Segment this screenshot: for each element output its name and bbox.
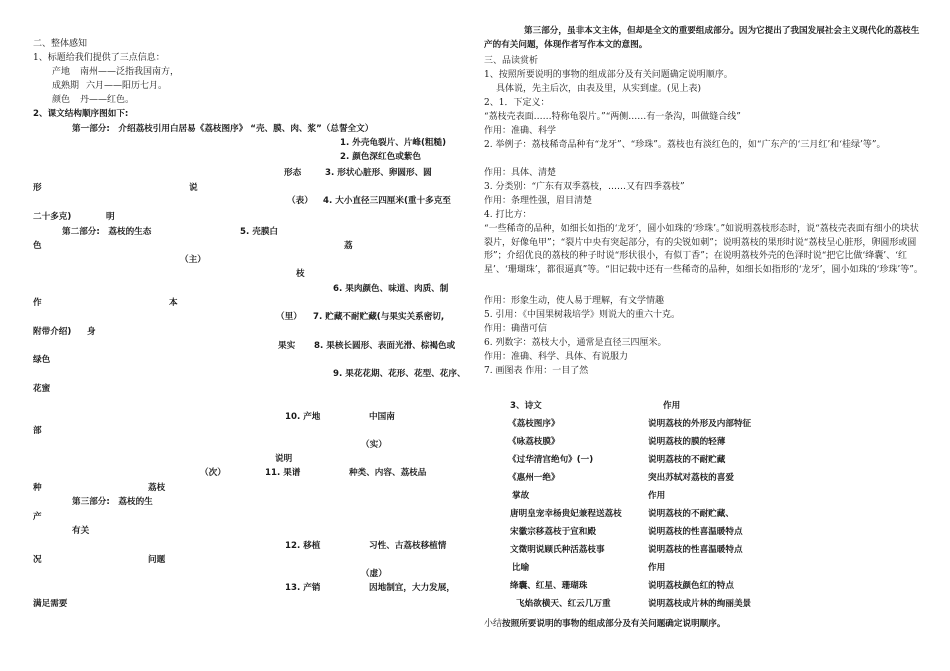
poem-use: 说明荔枝的不耐贮藏	[648, 455, 726, 465]
text-yindi: 因地制宜，大力发展，	[369, 583, 455, 593]
poem-use: 说明荔枝的外形及内部特征	[648, 419, 752, 429]
outline-13: 13. 产销	[285, 583, 321, 593]
item6-use: 作用：准确、科学、具体、有说服力	[484, 352, 629, 362]
item3: 3. 分类别：“广东有双季荔枝，……又有四季荔枝”	[484, 182, 685, 192]
char-li: 荔	[344, 241, 353, 251]
text-xixing: 习性、古荔枝移植情	[369, 541, 447, 551]
item1: 1、按照所要说明的事物的组成部分及有关问题确定说明顺序。	[484, 70, 733, 80]
allusion-use: 说明荔枝的性喜温暖特点	[648, 527, 743, 537]
char-ci: （次）	[200, 468, 226, 478]
part2-label: 第二部分: 荔枝的生态	[62, 227, 152, 237]
part1-label: 第一部分: 介绍荔枝引用白居易《荔枝图序》 “壳、膜、肉、浆”（总誓全文）	[72, 124, 374, 134]
place-value: 南州——泛指我国南方，	[80, 67, 180, 77]
outline-9: 9. 果花花期、花形、花型、花序、	[333, 369, 466, 379]
summary-text: 按照所要说明的事物的组成部分及有关问题确定说明顺序。	[502, 619, 726, 629]
allusion-title: 掌故	[512, 491, 530, 501]
metaphor-header: 作用	[648, 563, 666, 573]
item4-use: 作用：形象生动，使人易于理解，有文学情趣	[484, 296, 665, 306]
metaphor-title: 比喻	[512, 563, 530, 573]
text-manzu: 满足需要	[33, 599, 68, 609]
item4-text: “一些稀奇的品种，如细长如指的‘龙牙’，圆小如珠的‘珍珠’。”如说明荔枝形态时，说“荔枝壳表面有细小的块状裂片，好像龟甲”；“裂片中央有突起部分，有的尖锐如刺”；说明荔枝的果形时说“荔枝呈心脏形，卵圆形或圆形”；介绍优良的荔枝的种子时说“形状很小，有似丁香”；在说明荔枝外壳的色泽时说“把它比做‘绛囊’、‘红星’、‘珊瑚珠’，都很逼真”等。“旧记载中还有一些稀奇的品种，如细长如指形的‘龙牙’，圆小如珠的‘珍珠’等”。	[484, 224, 923, 275]
allusion-name: 文徵明说顾氏种活荔枝事	[510, 545, 605, 555]
item7: 7. 画图表 作用：一目了然	[484, 366, 589, 376]
char-shen: 身	[87, 327, 96, 337]
item2b: 2. 举例子：荔枝稀奇品种有“龙牙”、“珍珠”。荔枝也有淡红色的，如“广东产的‘三月红’和‘桂绿’等”。	[484, 140, 886, 150]
text-guoshi: 果实	[278, 341, 296, 351]
section3-title: 三、品读赏析	[484, 56, 539, 66]
section-title: 二、整体感知	[33, 39, 88, 49]
text-lvse: 绿色	[33, 355, 51, 365]
text-fudai: 附带介绍)	[33, 327, 72, 337]
text-wenti: 问题	[148, 555, 166, 565]
part3-note: 第三部分，虽非本文主体，但却是全文的重要组成部分。因为它提出了我国发展社会主义现代化的荔枝生产的有关问题，体现作者写作本文的意图。	[484, 26, 920, 50]
item1-intro: 1、标题给我们提供了三点信息：	[33, 53, 165, 63]
summary-label: 小结	[484, 619, 503, 629]
item5: 5. 引用：《中国果树栽培学》则说大的重六十克。	[484, 310, 680, 320]
outline-8: 8. 果核长圆形、表面光滑、棕褐色或	[314, 341, 456, 351]
text-lizhi: 荔枝	[148, 483, 166, 493]
metaphor-use: 说明荔枝成片林的绚丽美景	[648, 599, 752, 609]
outline-6: 6. 果肉颜色、味道、肉质、制	[333, 284, 449, 294]
char-zhu: （主）	[180, 255, 206, 265]
shape-word: 形态	[284, 168, 302, 178]
outline-5: 5. 壳膜白	[240, 227, 279, 237]
allusion-use: 说明荔枝的性喜温暖特点	[648, 545, 743, 555]
char-zhi: 枝	[296, 269, 305, 279]
outline-2: 2. 颜色深红色或紫色	[340, 152, 421, 162]
text-huami: 花蜜	[33, 384, 51, 394]
ripe-label: 成熟期	[52, 81, 80, 91]
outline-3: 3. 形状心脏形、卵圆形、圆	[325, 168, 432, 178]
outline-10: 10. 产地	[285, 412, 321, 422]
place-label: 产地	[52, 67, 71, 77]
text-ershi: 二十多克)	[33, 212, 72, 222]
poem-name: 《荔枝图序》	[508, 419, 560, 429]
char-ming: 明	[106, 212, 115, 222]
char-se: 色	[33, 241, 42, 251]
outline-4: 4. 大小直径三四厘米(重十多克至	[323, 196, 451, 206]
outline-12: 12. 移植	[285, 541, 321, 551]
item1-sub: 具体说，先主后次，由表及里，从实到虚。(见上表)	[496, 84, 702, 94]
item5-use: 作用：确凿可信	[484, 324, 548, 334]
text-zhongguonan: 中国南	[369, 412, 395, 422]
item2: 2、1．下定义：	[484, 98, 550, 108]
char-li-inner: （里）	[276, 312, 302, 322]
metaphor-use: 说明荔枝颜色红的特点	[648, 581, 734, 591]
poem-use: 突出苏轼对荔枝的喜爱	[648, 473, 734, 483]
allusion-name: 唐明皇宠幸杨贵妃兼程送荔枝	[510, 509, 622, 519]
outline-11: 11. 果谱	[265, 468, 301, 478]
text-zhonglei: 种类、内容、荔枝品	[349, 468, 427, 478]
item2-use: 作用：准确、科学	[484, 126, 557, 136]
summary	[484, 618, 725, 630]
item2-intro: 2、课文结构顺序图如下:	[33, 109, 129, 119]
char-shuo: 说	[189, 183, 198, 193]
item2-quote: “荔枝壳表面……特称龟裂片。”“两侧……有一条沟，叫做缝合线”	[484, 112, 741, 122]
outline-1: 1. 外壳龟裂片、片峰(粗糙)	[340, 138, 447, 148]
char-zuo: 作	[33, 298, 42, 308]
text-shuoming: 说明	[275, 454, 293, 464]
poem-name: 《咏荔枝膜》	[508, 437, 560, 447]
allusion-name: 宋徽宗移荔枝于宣和殿	[510, 527, 596, 537]
color-value: 丹——红色。	[80, 95, 135, 105]
char-zhong: 种	[33, 483, 42, 493]
char-xing: 形	[33, 183, 42, 193]
ripe-value: 六月——阳历七月。	[86, 81, 168, 91]
char-xu: （虚）	[361, 569, 387, 579]
char-biao: （表）	[287, 196, 313, 206]
part3-label: 第三部分: 荔枝的生	[72, 497, 153, 507]
poems-header: 作用	[663, 401, 681, 411]
allusion-use: 说明荔枝的不耐贮藏、	[648, 509, 734, 519]
char-kuang: 况	[33, 555, 42, 565]
char-ben: 本	[169, 298, 178, 308]
char-chan: 产	[33, 512, 42, 522]
outline-7: 7. 贮藏不耐贮藏(与果实关系密切,	[313, 312, 445, 322]
color-label: 颜色	[52, 95, 71, 105]
item6: 6. 列数字：荔枝大小，通常是直径三四厘米。	[484, 338, 667, 348]
poem-use: 说明荔枝的膜的轻薄	[648, 437, 726, 447]
text-youguan: 有关	[72, 526, 90, 536]
poem-name: 《过华清宫绝句》(一)	[508, 455, 594, 465]
allusion-header: 作用	[648, 491, 666, 501]
poem-name: 《惠州一绝》	[508, 473, 560, 483]
item2b-use: 作用：具体、清楚	[484, 168, 557, 178]
poems-title: 3、诗文	[510, 401, 542, 411]
metaphor-name: 飞焰欲横天、红云几万重	[516, 599, 611, 609]
char-shi: （实）	[361, 440, 387, 450]
item4: 4. 打比方：	[484, 210, 532, 220]
char-bu: 部	[33, 426, 42, 436]
metaphor-name: 绛囊、红星、珊瑚珠	[510, 581, 588, 591]
item3-use: 作用：条理性强，眉目清楚	[484, 196, 593, 206]
